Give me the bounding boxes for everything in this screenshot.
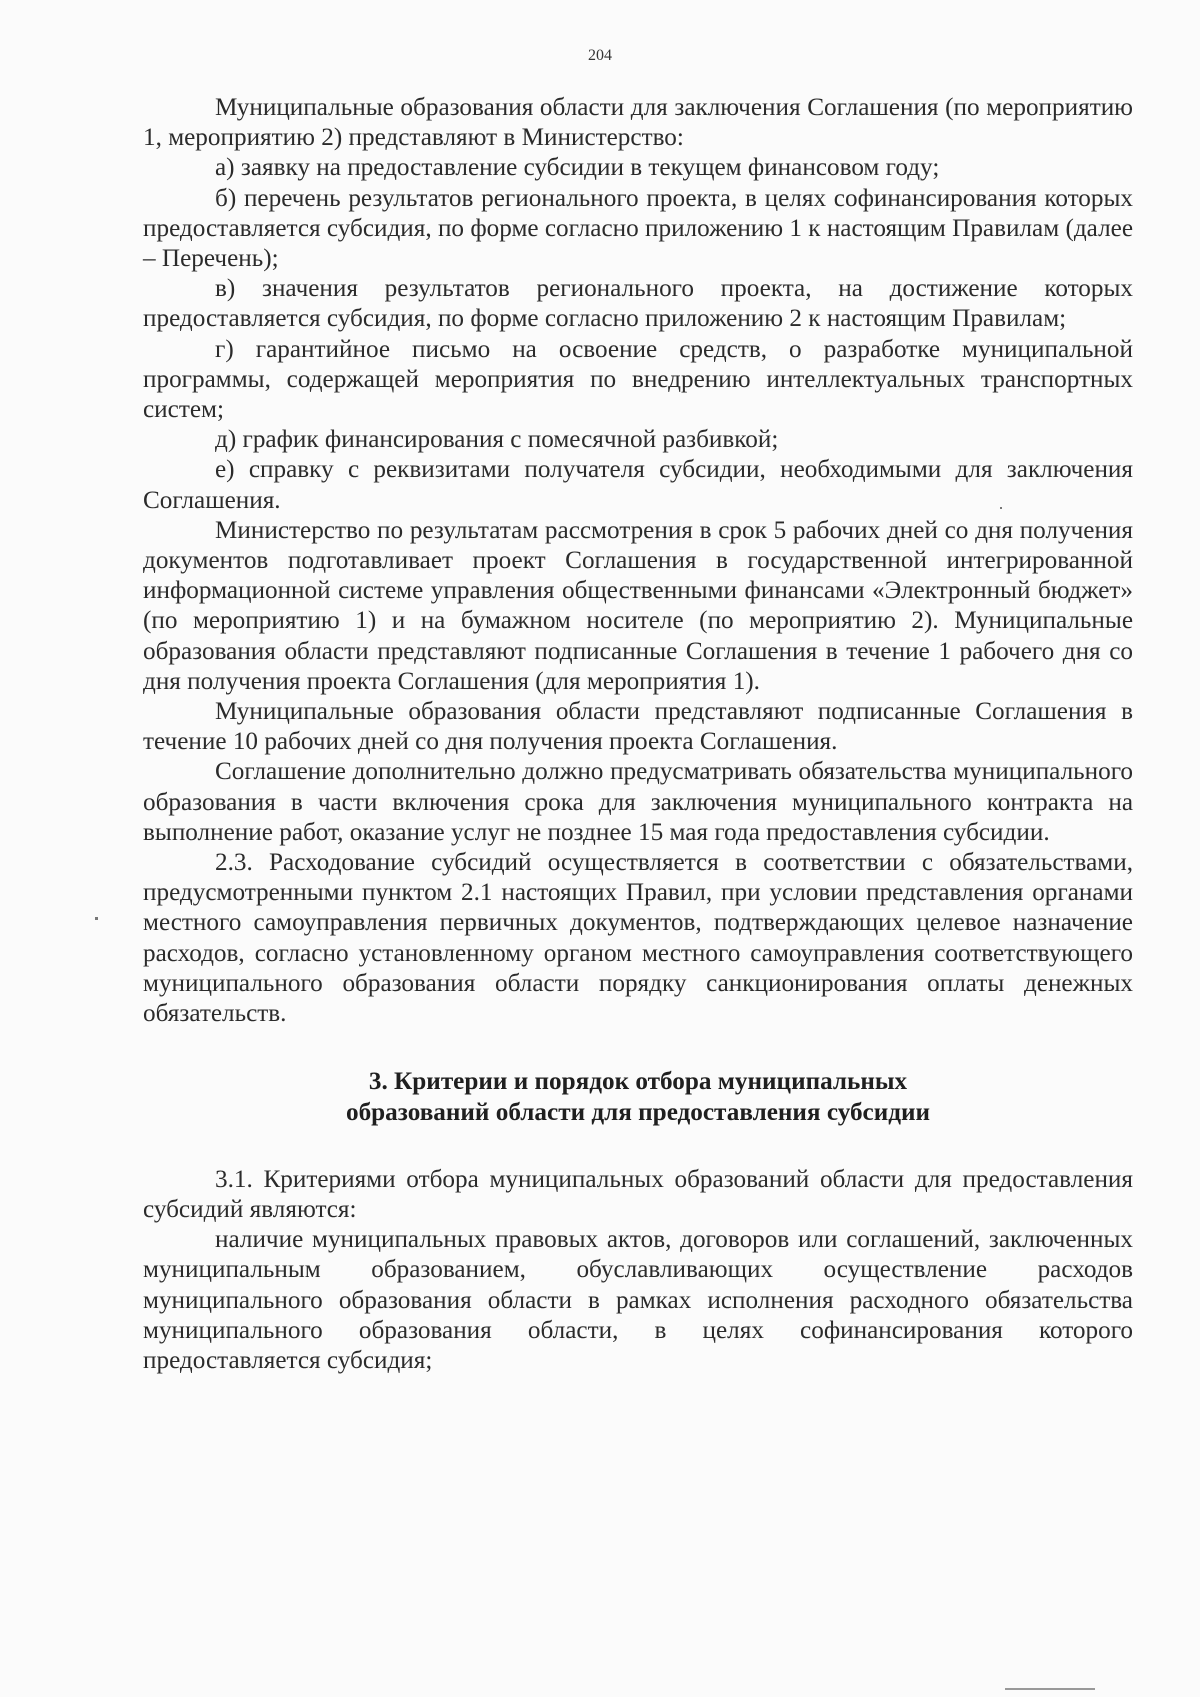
section-heading-line2: образований области для предоставления субсидии [345,1098,931,1126]
paragraph-criteria-item: наличие муниципальных правовых актов, договоров или соглашений, заключенных муниципальным образованием, обуславливающих осуществление расходов муниципального образования области в рамках исполнения расходного обязательства муниципального образования области, в целях софинансирования которого предоставляется субсидия; [143,1226,1133,1374]
paragraph-intro: Муниципальные образования области для заключения Соглашения (по мероприятию 1, мероприятию 2) представляют в Министерство: [143,94,1133,152]
paragraph-2-3: 2.3. Расходование субсидий осуществляется в соответствии с обязательствами, предусмотренными пунктом 2.1 настоящих Правил, при условии представления органами местного самоуправления первичных документов, подтверждающих целевое назначение расходов, согласно установленному органом местного самоуправления соответствующего муниципального образования области порядку санкционирования оплаты денежных обязательств. [143,849,1133,1028]
paragraph-agreement-obligations: Соглашение дополнительно должно предусматривать обязательства муниципального образования в части включения срока для заключения муниципального контракта на выполнение работ, оказание услуг не позднее 15 мая года предоставления субсидии. [143,758,1133,846]
paragraph-item-d: д) график финансирования с помесячной разбивкой; [215,426,779,454]
paragraph-3-1: 3.1. Критериями отбора муниципальных образований области для предоставления субсидий являются: [143,1165,1133,1223]
document-body [143,93,1133,1376]
scan-dot [1000,507,1002,509]
paragraph-item-b: б) перечень результатов регионального проекта, в целях софинансирования которых предоставляется субсидия, по форме согласно приложению 1 к настоящим Правилам (далее – Перечень); [143,184,1133,273]
scan-edge-mark [1005,1688,1095,1690]
paragraph-ministry-review: Министерство по результатам рассмотрения в срок 5 рабочих дней со дня получения документов подготавливает проект Соглашения в государственной интегрированной информационной системе управления общественными финансами «Электронный бюджет» (по мероприятию 1) и на бумажном носителе (по мероприятию 2). Муниципальные образования области представляют подписанные Соглашения в течение 1 рабочего дня со дня получения проекта Соглашения (для мероприятия 1). [143,516,1133,695]
paragraph-signed-agreements: Муниципальные образования области представляют подписанные Соглашения в течение 10 рабочих дней со дня получения проекта Соглашения. [143,698,1133,756]
paragraph-item-v: в) значения результатов регионального проекта, на достижение которых предоставляется субсидия, по форме согласно приложению 2 к настоящим Правилам; [143,275,1133,333]
paragraph-item-a: а) заявку на предоставление субсидии в текущем финансовом году; [215,154,940,182]
scan-dot [95,917,98,920]
page-number: 204 [588,47,612,64]
section-heading-line1: 3. Критерии и порядок отбора муниципальных [368,1068,908,1096]
paragraph-item-g: г) гарантийное письмо на освоение средств, о разработке муниципальной программы, содержащей мероприятия по внедрению интеллектуальных транспортных систем; [143,335,1133,424]
paragraph-item-e: е) справку с реквизитами получателя субсидии, необходимыми для заключения Соглашения. [143,456,1133,514]
